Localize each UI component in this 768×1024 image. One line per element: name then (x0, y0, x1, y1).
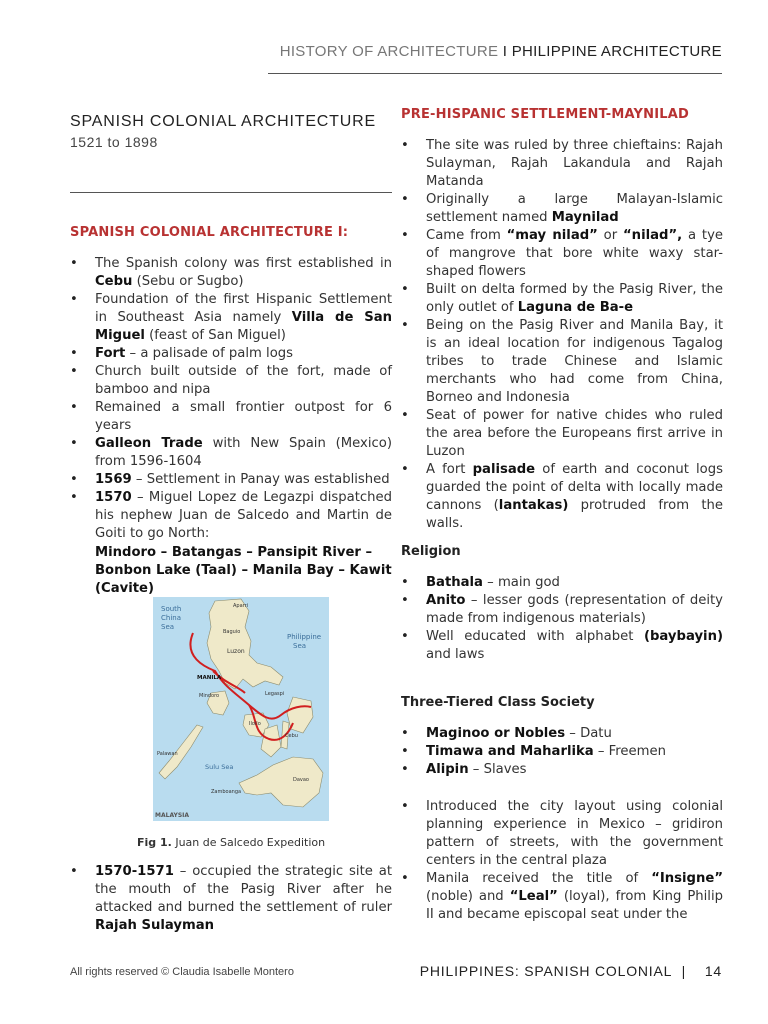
list-item (70, 255, 392, 291)
list-item (401, 870, 723, 924)
bullet-list-city-layout (401, 798, 723, 924)
list-item-text: with New Spain (Mexico) from 1596-1604 (95, 436, 392, 469)
list-item-text: “may nilad” (506, 228, 598, 243)
list-item-text: 1570-1571 (95, 864, 174, 879)
figure-caption-text: Juan de Salcedo Expedition (171, 836, 326, 849)
mindanao-landmass (239, 757, 323, 807)
list-item (70, 435, 392, 471)
list-item-text: – occupied the strategic site at the mouth of the Pasig River after he attacked and burned the settlement of ruler (95, 864, 392, 915)
expedition-route: Mindoro – Batangas – Pansipit River – Bonbon Lake (Taal) – Manila Bay – Kawit (Cavite) (95, 545, 392, 596)
list-item (401, 798, 723, 870)
list-item-text: Anito (426, 593, 466, 608)
list-item (401, 227, 723, 281)
map-label-south: South (161, 605, 182, 613)
list-item-text: Alipin (426, 762, 469, 777)
list-item-text: Being on the Pasig River and Manila Bay, it is an ideal location for indigenous Tagalog tribes to trade Chinese and Islamic merchants who had come from China, Borneo and Indonesia (426, 318, 723, 405)
page-number: 14 (704, 963, 722, 979)
bullet-list-occupation (70, 863, 392, 935)
list-item-text: 1569 (95, 472, 132, 487)
list-item (401, 137, 723, 191)
list-item-text: Well educated with alphabet (426, 629, 644, 644)
list-item-text: 1570 (95, 490, 132, 505)
section-heading-spanish-colonial: SPANISH COLONIAL ARCHITECTURE I: (70, 225, 349, 240)
figure-label: Fig 1. (137, 836, 172, 849)
list-item-text: Originally a large Malayan-Islamic settlement named (426, 192, 723, 225)
list-item-text: A fort (426, 462, 473, 477)
list-item (401, 761, 723, 779)
list-item-text: Came from (426, 228, 507, 243)
list-item-text: Galleon Trade (95, 436, 203, 451)
map-label-sulu-sea: Sulu Sea (205, 763, 234, 771)
map-label-zamboanga: Zamboanga (211, 789, 242, 795)
map-label-mindoro: Mindoro (199, 693, 220, 699)
map-label-cebu: Cebu (285, 733, 298, 739)
list-item-text: – a palisade of palm logs (125, 346, 294, 361)
list-item (401, 592, 723, 628)
list-item-text: – Slaves (468, 762, 527, 777)
list-item-text: “nilad”, (623, 228, 683, 243)
map-label-baguio: Baguio (223, 629, 241, 635)
list-item (401, 574, 723, 592)
header-rule (268, 73, 722, 74)
list-item-text: and laws (426, 647, 485, 662)
figure-caption (137, 836, 325, 849)
map-label-luzon: Luzon (227, 648, 245, 655)
list-item-text: – main god (482, 575, 560, 590)
section-heading-religion: Religion (401, 544, 461, 559)
list-item (70, 291, 392, 345)
map-label-china: China (161, 614, 181, 622)
list-item-text: Cebu (95, 274, 133, 289)
list-item-text: Villa de San Miguel (95, 310, 392, 343)
list-item-text: – Miguel Lopez de Legazpi dispatched his nephew Juan de Salcedo and Martin de Goiti to go North: (95, 490, 392, 541)
list-item-text: Built on delta formed by the Pasig River, the only outlet of (426, 282, 723, 315)
map-label-palawan: Palawan (157, 751, 178, 757)
list-item-text: – lesser gods (representation of deity made from indigenous materials) (426, 593, 723, 626)
philippines-map-graphic (153, 597, 329, 821)
page-title: SPANISH COLONIAL ARCHITECTURE (70, 113, 376, 130)
list-item (401, 628, 723, 664)
map-label-malaysia: MALAYSIA (155, 812, 190, 819)
list-item (401, 461, 723, 533)
map-label-aparri: Aparri (233, 603, 249, 609)
list-item-text: Rajah Sulayman (95, 918, 214, 933)
list-item-text: Maginoo or Nobles (426, 726, 566, 741)
list-item-text: (loyal), from King Philip II and became episcopal seat under the (426, 889, 724, 922)
list-item (70, 363, 392, 399)
list-item-text: The site was ruled by three chieftains: Rajah Sulayman, Rajah Lakandula and Rajah Matanda (426, 138, 723, 189)
header-separator: I (498, 43, 512, 60)
bullet-list-religion (401, 574, 723, 664)
title-rule (70, 192, 392, 193)
list-item-text: lantakas) (498, 498, 569, 513)
list-item-text: Laguna de Ba-e (517, 300, 634, 315)
map-label-davao: Davao (293, 777, 309, 783)
list-item-text: – Freemen (593, 744, 666, 759)
footer-section (420, 963, 722, 979)
footer-divider: | (681, 963, 687, 979)
list-item-text: (feast of San Miguel) (144, 328, 286, 343)
list-item-text: (noble) and (426, 889, 510, 904)
page-subtitle-years: 1521 to 1898 (70, 134, 158, 150)
list-item (70, 489, 392, 543)
list-item-text: Fort (95, 346, 126, 361)
footer-section-title: PHILIPPINES: SPANISH COLONIAL (419, 963, 673, 979)
list-item-text: Remained a small frontier outpost for 6 years (95, 400, 392, 433)
list-item-text: The Spanish colony was first established in (95, 256, 392, 271)
list-item (401, 725, 723, 743)
list-item (70, 399, 392, 435)
list-item-text: – Settlement in Panay was established (131, 472, 390, 487)
map-label-philippine: Philippine (287, 633, 322, 641)
list-item (401, 191, 723, 227)
list-item-text: Introduced the city layout using colonial planning experience in Mexico – gridiron pattern of streets, with the government centers in the central plaza (426, 799, 723, 868)
map-label-philippine-sea: Sea (293, 642, 307, 650)
list-item-text: a tye of mangrove that bore white waxy star-shaped flowers (426, 228, 724, 279)
list-item-text: “Insigne” (651, 871, 723, 886)
list-item (70, 863, 392, 935)
list-item-text: (Sebu or Sugbo) (132, 274, 244, 289)
list-item-text: protruded from the walls. (426, 498, 723, 531)
footer-copyright: All rights reserved © Claudia Isabelle Montero (70, 966, 294, 978)
list-item-text: – Datu (565, 726, 612, 741)
list-item (401, 317, 723, 407)
list-item (70, 471, 392, 489)
list-item-text: “Leal” (509, 889, 558, 904)
list-item-text: Church built outside of the fort, made of bamboo and nipa (95, 364, 392, 397)
running-header (280, 43, 722, 60)
list-item-text: palisade (472, 462, 536, 477)
map-label-legaspi: Legaspi (265, 691, 285, 697)
header-topic: PHILIPPINE ARCHITECTURE (511, 43, 722, 60)
list-item-text: Maynilad (551, 210, 619, 225)
section-heading-maynilad: PRE-HISPANIC SETTLEMENT-MAYNILAD (401, 107, 689, 122)
bullet-list-colonial (70, 255, 392, 543)
list-item (70, 345, 392, 363)
section-heading-class-society: Three-Tiered Class Society (401, 695, 595, 710)
list-item (401, 281, 723, 317)
expedition-map (153, 597, 329, 821)
list-item-text: Foundation of the first Hispanic Settlement in Southeast Asia namely (95, 292, 392, 325)
list-item-text: Timawa and Maharlika (426, 744, 594, 759)
bullet-list-maynilad (401, 137, 723, 533)
bullet-list-class-society (401, 725, 723, 779)
list-item-text: (baybayin) (643, 629, 723, 644)
list-item (401, 407, 723, 461)
list-item-text: of earth and coconut logs guarded the point of delta with locally made cannons ( (426, 462, 723, 513)
header-subject: HISTORY OF ARCHITECTURE (279, 43, 499, 60)
list-item-text: Bathala (426, 575, 483, 590)
map-label-iloilo: Iloilo (249, 721, 261, 727)
list-item (401, 743, 723, 761)
list-item-text: Manila received the title of (426, 871, 652, 886)
list-item-text: Seat of power for native chides who ruled the area before the Europeans first arrive in Luzon (426, 408, 723, 459)
list-item-text: or (597, 228, 624, 243)
map-label-manila: MANILA (197, 675, 222, 681)
map-label-sea: Sea (161, 623, 175, 631)
